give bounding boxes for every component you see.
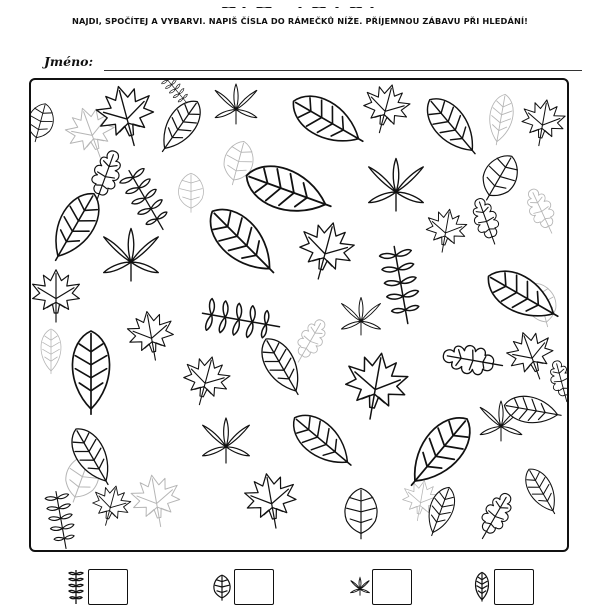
maple-leaf [423, 206, 469, 256]
name-line[interactable] [104, 70, 582, 71]
chestnut-leaf [215, 84, 257, 124]
fern-leaf [200, 297, 283, 342]
leaf-search-board [29, 78, 569, 552]
birch-leaf [179, 173, 204, 212]
maple-leaf [341, 348, 411, 424]
oval-leaf [284, 405, 361, 477]
oval-leaf [418, 90, 487, 164]
maple-leaf [125, 308, 177, 364]
name-field[interactable] [44, 52, 544, 74]
oval-leaf [151, 94, 208, 159]
chestnut-leaf [203, 418, 250, 463]
maple-leaf [178, 351, 233, 410]
oval-leaf [519, 464, 564, 520]
maple-leaf [358, 80, 413, 138]
oval-leaf [397, 407, 482, 498]
oval-leaf [199, 198, 287, 286]
maple-leaf [92, 80, 161, 152]
fern-leaf [378, 244, 423, 327]
oval-leaf [502, 393, 563, 428]
maple-leaf [129, 471, 184, 531]
oak-leaf [472, 488, 518, 544]
oak-leaf [288, 315, 332, 368]
oval-leaf [485, 92, 516, 146]
leaf-field [31, 80, 567, 550]
oval-leaf [41, 329, 61, 374]
oak-leaf [546, 359, 567, 405]
oval-leaf [240, 157, 338, 225]
chestnut-leaf [369, 159, 424, 212]
maple-leaf [88, 481, 134, 530]
fern-leaf [117, 164, 175, 237]
name-label: Jméno: [44, 54, 94, 69]
fern-leaf [44, 489, 77, 550]
maple-leaf [33, 270, 80, 322]
maple-leaf [518, 96, 567, 149]
oval-leaf [72, 331, 109, 414]
maple-leaf [242, 470, 300, 533]
maple-leaf [293, 216, 358, 285]
chestnut-leaf [104, 229, 159, 282]
oak-leaf [468, 195, 506, 248]
chestnut-leaf [342, 298, 381, 336]
instructions-text: NAJDI, SPOČÍTEJ A VYBARVI. NAPIŠ ČÍSLA DO RÁMEČKŮ NÍŽE. PŘÍJEMNOU ZÁBAVU PŘI HLEDÁNÍ! [71, 16, 529, 26]
birch-leaf [31, 101, 57, 145]
oval-leaf [41, 185, 109, 269]
oak-leaf [521, 185, 562, 238]
title-strip [0, 0, 600, 8]
oval-leaf [285, 86, 372, 157]
birch-leaf [345, 488, 377, 538]
oak-leaf [441, 341, 505, 379]
